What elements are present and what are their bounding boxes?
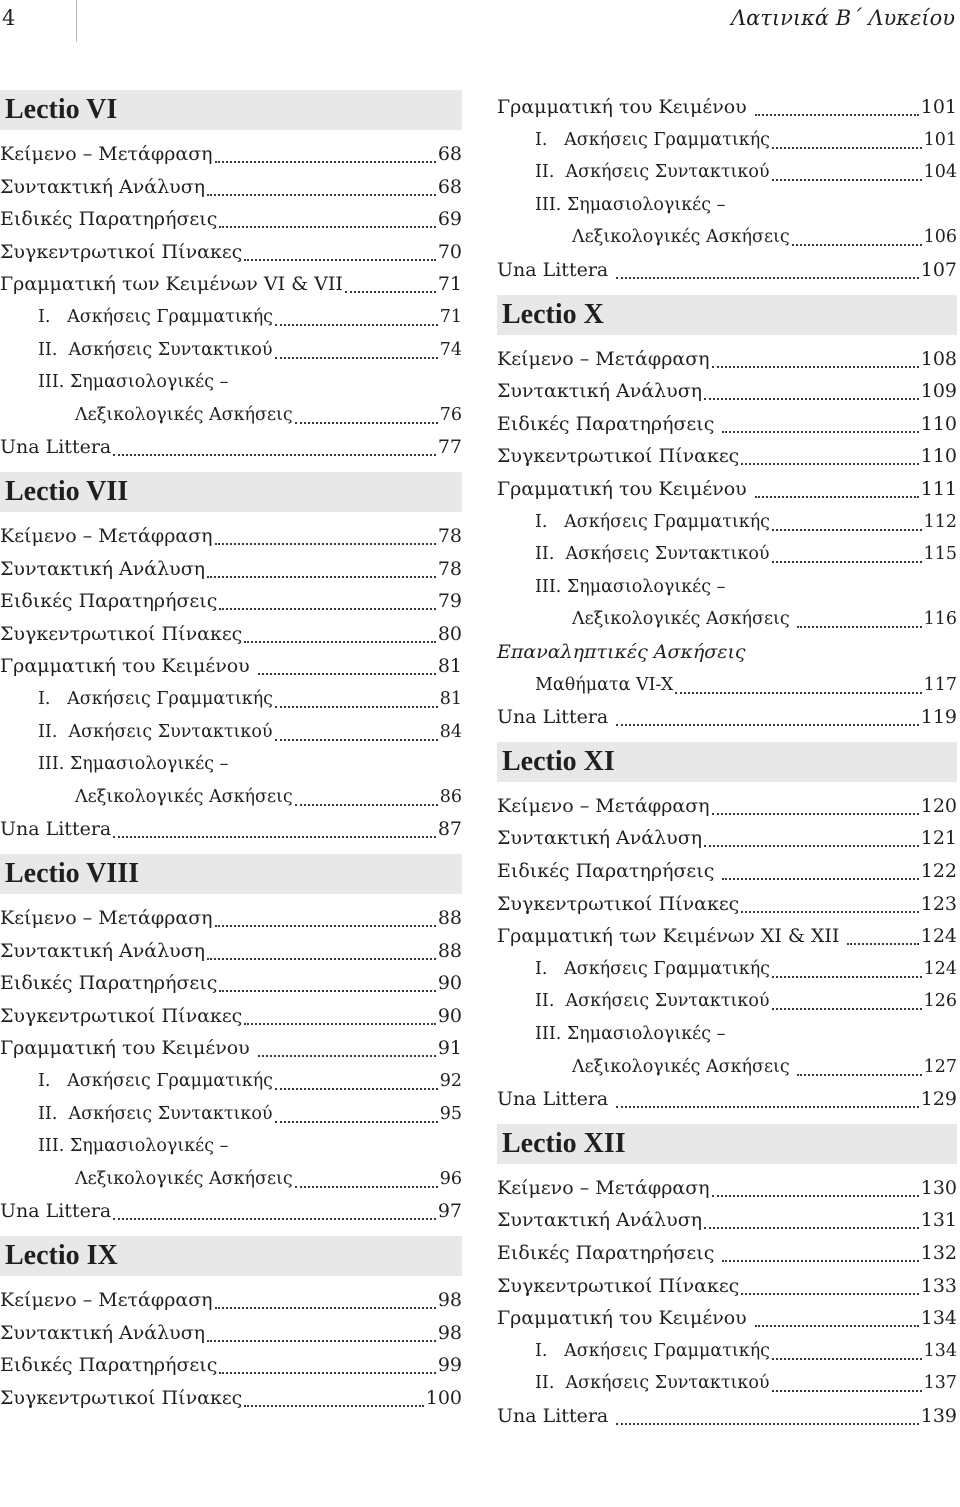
dot-leader (219, 225, 435, 228)
toc-entry[interactable] (0, 650, 462, 683)
dot-leader (772, 560, 922, 563)
toc-entry-title: Γραμματική του Κειμένου (497, 96, 753, 118)
dot-leader (741, 910, 918, 913)
toc-entry-title: Επαναληπτικές Ασκήσεις (497, 641, 746, 663)
toc-entry-title: Λεξικολογικές Ασκήσεις (75, 787, 293, 807)
section-heading: Lectio VIII (0, 854, 462, 894)
toc-entry-title: Συντακτική Ανάλυση (497, 380, 703, 402)
toc-entry-title: Γραμματική των Κειμένων XI & XII (497, 925, 846, 947)
toc-entry-title: Συγκεντρωτικοί Πίνακες (0, 623, 243, 645)
toc-entry-title: Συντακτική Ανάλυση (0, 558, 206, 580)
toc-entry-page-number: 115 (923, 544, 957, 564)
toc-entry-page-number: 71 (439, 307, 462, 327)
toc-entry[interactable] (497, 91, 957, 124)
dot-leader (244, 258, 436, 261)
toc-entry-page-number: 99 (437, 1354, 462, 1376)
toc-entry-page-number: 119 (920, 706, 957, 728)
toc-entry-page-number: 120 (920, 795, 957, 817)
toc-entry-title: I. Ασκήσεις Γραμματικής (535, 130, 770, 150)
dot-leader (207, 575, 436, 578)
toc-entry-title: Μαθήματα VI-X (535, 675, 674, 695)
toc-entry[interactable] (0, 781, 462, 814)
toc-entry[interactable] (497, 408, 957, 441)
dot-leader (712, 1194, 919, 1197)
toc-entry-page-number: 91 (437, 1037, 462, 1059)
toc-entry[interactable] (497, 888, 957, 921)
toc-entry-page-number: 78 (437, 558, 462, 580)
toc-entry-title: Λεξικολογικές Ασκήσεις (572, 227, 790, 247)
dot-leader (792, 243, 922, 246)
toc-entry[interactable] (0, 1317, 462, 1350)
toc-entry-page-number: 100 (425, 1387, 462, 1409)
toc-entry-title: Λεξικολογικές Ασκήσεις (572, 609, 796, 629)
toc-entry[interactable] (497, 1204, 957, 1237)
dot-leader (275, 705, 438, 708)
toc-entry[interactable] (497, 985, 957, 1018)
toc-entry[interactable] (497, 790, 957, 823)
toc-entry-title: Ειδικές Παρατηρήσεις (0, 590, 218, 612)
toc-entry[interactable] (0, 1098, 462, 1131)
toc-entry-title: II. Ασκήσεις Συντακτικού (535, 1373, 770, 1393)
toc-entry-title: Συγκεντρωτικοί Πίνακες (497, 445, 740, 467)
toc-entry-title: III. Σημασιολογικές – (535, 577, 726, 597)
toc-entry[interactable] (0, 716, 462, 749)
dot-leader (258, 1054, 436, 1057)
toc-entry-page-number: 81 (437, 655, 462, 677)
toc-entry-title: Συντακτική Ανάλυση (0, 176, 206, 198)
toc-entry-title: I. Ασκήσεις Γραμματικής (535, 512, 770, 532)
dot-leader (755, 495, 919, 498)
dot-leader (704, 1226, 919, 1229)
dot-leader (113, 453, 436, 456)
toc-entry-page-number: 78 (437, 525, 462, 547)
toc-entry-page-number: 98 (437, 1322, 462, 1344)
section-heading: Lectio X (497, 295, 957, 335)
toc-entry-page-number: 132 (920, 1242, 957, 1264)
dot-leader (113, 835, 436, 838)
toc-entry[interactable] (0, 683, 462, 716)
dot-leader (275, 1120, 438, 1123)
toc-entry[interactable] (497, 506, 957, 539)
toc-entry-page-number: 79 (437, 590, 462, 612)
toc-entry[interactable] (0, 171, 462, 204)
toc-entry-title: Λεξικολογικές Ασκήσεις (572, 1057, 796, 1077)
toc-entry-title: Συντακτική Ανάλυση (0, 1322, 206, 1344)
dot-leader (741, 462, 918, 465)
dot-leader (295, 1185, 438, 1188)
toc-entry-title: Κείμενο – Μετάφραση (0, 907, 213, 929)
page-number: 4 (2, 6, 16, 30)
toc-entry-page-number: 68 (437, 143, 462, 165)
toc-entry-title: Una Littera (497, 259, 615, 281)
dot-leader (675, 691, 921, 694)
toc-entry-title: Κείμενο – Μετάφραση (497, 795, 710, 817)
dot-leader (295, 803, 438, 806)
toc-entry-page-number: 96 (439, 1169, 462, 1189)
toc-entry[interactable] (0, 1000, 462, 1033)
dot-leader (741, 1292, 918, 1295)
toc-entry[interactable] (497, 254, 957, 287)
dot-leader (215, 1306, 436, 1309)
toc-entry[interactable] (0, 366, 462, 399)
toc-entry[interactable] (0, 1130, 462, 1163)
toc-entry-page-number: 110 (920, 445, 957, 467)
toc-entry[interactable] (0, 967, 462, 1000)
toc-entry[interactable] (497, 375, 957, 408)
toc-entry-title: Συγκεντρωτικοί Πίνακες (0, 1387, 243, 1409)
toc-entry[interactable] (0, 813, 462, 846)
toc-entry[interactable] (0, 1163, 462, 1196)
toc-entry-title: Ειδικές Παρατηρήσεις (0, 1354, 218, 1376)
toc-entry-title: Συντακτική Ανάλυση (497, 827, 703, 849)
toc-entry-page-number: 106 (923, 227, 957, 247)
toc-entry-title: Συγκεντρωτικοί Πίνακες (0, 241, 243, 263)
dot-leader (722, 877, 918, 880)
toc-entry[interactable] (0, 902, 462, 935)
toc-entry[interactable] (497, 538, 957, 571)
toc-entry-title: Γραμματική του Κειμένου (0, 655, 256, 677)
toc-entry-title: Ειδικές Παρατηρήσεις (497, 1242, 721, 1264)
toc-entry-page-number: 133 (920, 1275, 957, 1297)
toc-entry-title: I. Ασκήσεις Γραμματικής (38, 1071, 273, 1091)
toc-entry-title: Una Littera (0, 818, 112, 840)
toc-entry[interactable] (497, 440, 957, 473)
toc-entry[interactable] (497, 953, 957, 986)
toc-entry-page-number: 110 (920, 413, 957, 435)
toc-entry[interactable] (497, 1270, 957, 1303)
toc-entry[interactable] (497, 1172, 957, 1205)
toc-entry[interactable] (497, 1018, 957, 1051)
toc-entry[interactable] (0, 1065, 462, 1098)
toc-entry[interactable] (497, 1335, 957, 1368)
toc-entry-page-number: 70 (437, 241, 462, 263)
toc-entry-title: Συντακτική Ανάλυση (0, 940, 206, 962)
toc-entry-page-number: 90 (437, 1005, 462, 1027)
toc-entry-title: II. Ασκήσεις Συντακτικού (38, 722, 273, 742)
toc-entry[interactable] (497, 822, 957, 855)
toc-entry-page-number: 116 (923, 609, 957, 629)
dot-leader (207, 957, 436, 960)
toc-entry[interactable] (497, 1367, 957, 1400)
toc-entry-title: Una Littera (0, 1200, 112, 1222)
dot-leader (219, 607, 435, 610)
section-heading: Lectio XII (497, 1124, 957, 1164)
toc-entry[interactable] (0, 399, 462, 432)
toc-entry[interactable] (497, 1083, 957, 1116)
toc-entry-page-number: 101 (923, 130, 957, 150)
dot-leader (275, 323, 438, 326)
toc-entry[interactable] (497, 156, 957, 189)
toc-entry[interactable] (0, 1284, 462, 1317)
dot-leader (772, 1389, 922, 1392)
dot-leader (244, 640, 436, 643)
toc-entry[interactable] (497, 1400, 957, 1433)
toc-entry[interactable] (0, 520, 462, 553)
dot-leader (712, 812, 919, 815)
toc-entry-page-number: 69 (437, 208, 462, 230)
toc-entry-title: Κείμενο – Μετάφραση (497, 1177, 710, 1199)
toc-entry-page-number: 74 (439, 340, 462, 360)
dot-leader (704, 397, 919, 400)
dot-leader (722, 430, 918, 433)
toc-entry-page-number: 97 (437, 1200, 462, 1222)
toc-entry[interactable] (0, 268, 462, 301)
toc-entry[interactable] (0, 1349, 462, 1382)
toc-entry[interactable] (0, 301, 462, 334)
toc-entry-title: III. Σημασιολογικές – (535, 195, 726, 215)
toc-entry[interactable] (0, 236, 462, 269)
dot-leader (275, 1087, 438, 1090)
section-heading: Lectio XI (497, 742, 957, 782)
toc-entry-title: Γραμματική του Κειμένου (0, 1037, 256, 1059)
toc-entry-title: Ειδικές Παρατηρήσεις (0, 208, 218, 230)
dot-leader (275, 356, 438, 359)
toc-entry-title: II. Ασκήσεις Συντακτικού (535, 544, 770, 564)
toc-entry[interactable] (497, 124, 957, 157)
toc-entry-page-number: 111 (920, 478, 957, 500)
toc-entry-title: Λεξικολογικές Ασκήσεις (75, 405, 293, 425)
toc-entry-title: II. Ασκήσεις Συντακτικού (38, 340, 273, 360)
toc-entry[interactable] (497, 603, 957, 636)
toc-entry[interactable] (497, 1302, 957, 1335)
toc-entry[interactable] (0, 334, 462, 367)
dot-leader (275, 738, 438, 741)
toc-entry-title: Ειδικές Παρατηρήσεις (0, 972, 218, 994)
toc-entry-title: Συγκεντρωτικοί Πίνακες (0, 1005, 243, 1027)
toc-entry-page-number: 139 (920, 1405, 957, 1427)
toc-entry-page-number: 129 (920, 1088, 957, 1110)
dot-leader (847, 942, 918, 945)
toc-entry[interactable] (497, 1237, 957, 1270)
toc-entry[interactable] (497, 1051, 957, 1084)
toc-entry-page-number: 124 (923, 959, 957, 979)
toc-entry-page-number: 134 (920, 1307, 957, 1329)
toc-entry-title: Una Littera (497, 1405, 615, 1427)
dot-leader (712, 365, 919, 368)
toc-entry-title: I. Ασκήσεις Γραμματικής (535, 959, 770, 979)
toc-entry-title: Συγκεντρωτικοί Πίνακες (497, 1275, 740, 1297)
toc-entry-page-number: 104 (923, 162, 957, 182)
toc-entry-page-number: 92 (439, 1071, 462, 1091)
section-heading: Lectio IX (0, 1236, 462, 1276)
toc-entry-page-number: 101 (920, 96, 957, 118)
toc-entry-title: Γραμματική του Κειμένου (497, 478, 753, 500)
toc-entry[interactable] (497, 221, 957, 254)
toc-entry-title: Γραμματική του Κειμένου (497, 1307, 753, 1329)
toc-entry-title: III. Σημασιολογικές – (535, 1024, 726, 1044)
toc-entry[interactable] (0, 618, 462, 651)
toc-entry[interactable] (497, 189, 957, 222)
dot-leader (244, 1404, 423, 1407)
toc-entry-title: Ειδικές Παρατηρήσεις (497, 860, 721, 882)
toc-entry-title: III. Σημασιολογικές – (38, 372, 229, 392)
dot-leader (797, 1073, 921, 1076)
toc-entry-page-number: 131 (920, 1209, 957, 1231)
dot-leader (616, 1105, 918, 1108)
dot-leader (345, 290, 436, 293)
toc-entry-title: Κείμενο – Μετάφραση (0, 525, 213, 547)
toc-entry[interactable] (0, 1032, 462, 1065)
toc-entry-page-number: 107 (920, 259, 957, 281)
toc-entry-page-number: 130 (920, 1177, 957, 1199)
toc-entry-page-number: 71 (437, 273, 462, 295)
toc-entry-page-number: 86 (439, 787, 462, 807)
toc-entry-page-number: 117 (923, 675, 957, 695)
toc-entry-page-number: 88 (437, 940, 462, 962)
dot-leader (215, 924, 436, 927)
dot-leader (704, 844, 919, 847)
toc-entry-page-number: 95 (439, 1104, 462, 1124)
dot-leader (215, 160, 436, 163)
toc-entry-title: II. Ασκήσεις Συντακτικού (535, 162, 770, 182)
toc-entry-title: Una Littera (0, 436, 112, 458)
dot-leader (616, 276, 918, 279)
toc-entry-page-number: 84 (439, 722, 462, 742)
dot-leader (797, 625, 921, 628)
dot-leader (215, 542, 436, 545)
toc-entry-page-number: 137 (923, 1373, 957, 1393)
toc-entry-title: I. Ασκήσεις Γραμματικής (535, 1341, 770, 1361)
toc-entry-title: II. Ασκήσεις Συντακτικού (535, 991, 770, 1011)
toc-entry[interactable] (0, 553, 462, 586)
toc-entry-page-number: 112 (923, 512, 957, 532)
toc-entry-page-number: 109 (920, 380, 957, 402)
toc-entry-page-number: 123 (920, 893, 957, 915)
toc-entry-page-number: 81 (439, 689, 462, 709)
toc-entry-title: Κείμενο – Μετάφραση (497, 348, 710, 370)
toc-entry-page-number: 108 (920, 348, 957, 370)
section-heading: Lectio VI (0, 90, 462, 130)
toc-entry-title: III. Σημασιολογικές – (38, 1136, 229, 1156)
toc-entry[interactable] (497, 473, 957, 506)
dot-leader (772, 146, 922, 149)
toc-entry-page-number: 80 (437, 623, 462, 645)
header-divider (76, 0, 77, 42)
toc-entry[interactable] (0, 431, 462, 464)
toc-entry-title: I. Ασκήσεις Γραμματικής (38, 689, 273, 709)
toc-entry-title: III. Σημασιολογικές – (38, 754, 229, 774)
toc-entry-page-number: 134 (923, 1341, 957, 1361)
dot-leader (722, 1259, 918, 1262)
toc-entry-page-number: 126 (923, 991, 957, 1011)
dot-leader (113, 1217, 436, 1220)
toc-entry[interactable] (497, 343, 957, 376)
dot-leader (219, 989, 435, 992)
book-title: Λατινικά Β΄ Λυκείου (730, 6, 955, 30)
dot-leader (772, 975, 922, 978)
dot-leader (616, 723, 918, 726)
dot-leader (207, 1339, 436, 1342)
dot-leader (772, 1007, 922, 1010)
toc-entry[interactable] (0, 1382, 462, 1415)
toc-entry-page-number: 122 (920, 860, 957, 882)
toc-entry[interactable] (0, 585, 462, 618)
toc-entry-page-number: 77 (437, 436, 462, 458)
dot-leader (755, 113, 919, 116)
toc-entry-title: Λεξικολογικές Ασκήσεις (75, 1169, 293, 1189)
dot-leader (772, 1357, 922, 1360)
toc-entry[interactable] (497, 920, 957, 953)
dot-leader (772, 528, 922, 531)
dot-leader (219, 1371, 435, 1374)
toc-entry[interactable] (497, 701, 957, 734)
toc-entry-page-number: 127 (923, 1057, 957, 1077)
toc-entry-page-number: 98 (437, 1289, 462, 1311)
dot-leader (258, 672, 436, 675)
toc-entry[interactable] (497, 636, 957, 669)
toc-entry[interactable] (497, 571, 957, 604)
toc-entry-title: Γραμματική των Κειμένων VI & VII (0, 273, 343, 295)
toc-entry-page-number: 90 (437, 972, 462, 994)
toc-entry-page-number: 87 (437, 818, 462, 840)
toc-entry-title: Συγκεντρωτικοί Πίνακες (497, 893, 740, 915)
toc-entry[interactable] (0, 748, 462, 781)
section-heading: Lectio VII (0, 472, 462, 512)
toc-entry-title: Una Littera (497, 706, 615, 728)
dot-leader (755, 1324, 919, 1327)
toc-entry[interactable] (0, 935, 462, 968)
toc-entry-title: I. Ασκήσεις Γραμματικής (38, 307, 273, 327)
dot-leader (616, 1422, 918, 1425)
toc-entry-title: Una Littera (497, 1088, 615, 1110)
toc-entry[interactable] (0, 138, 462, 171)
dot-leader (207, 193, 436, 196)
toc-entry-page-number: 121 (920, 827, 957, 849)
dot-leader (772, 178, 922, 181)
toc-entry-page-number: 88 (437, 907, 462, 929)
toc-entry-title: Ειδικές Παρατηρήσεις (497, 413, 721, 435)
toc-entry-page-number: 124 (920, 925, 957, 947)
dot-leader (295, 421, 438, 424)
toc-entry[interactable] (497, 855, 957, 888)
toc-entry[interactable] (0, 1195, 462, 1228)
toc-entry-page-number: 68 (437, 176, 462, 198)
toc-entry-title: Συντακτική Ανάλυση (497, 1209, 703, 1231)
toc-entry-title: Κείμενο – Μετάφραση (0, 1289, 213, 1311)
dot-leader (244, 1022, 436, 1025)
toc-entry-title: II. Ασκήσεις Συντακτικού (38, 1104, 273, 1124)
toc-entry-page-number: 76 (439, 405, 462, 425)
toc-entry[interactable] (0, 203, 462, 236)
toc-entry[interactable] (497, 669, 957, 702)
toc-entry-title: Κείμενο – Μετάφραση (0, 143, 213, 165)
